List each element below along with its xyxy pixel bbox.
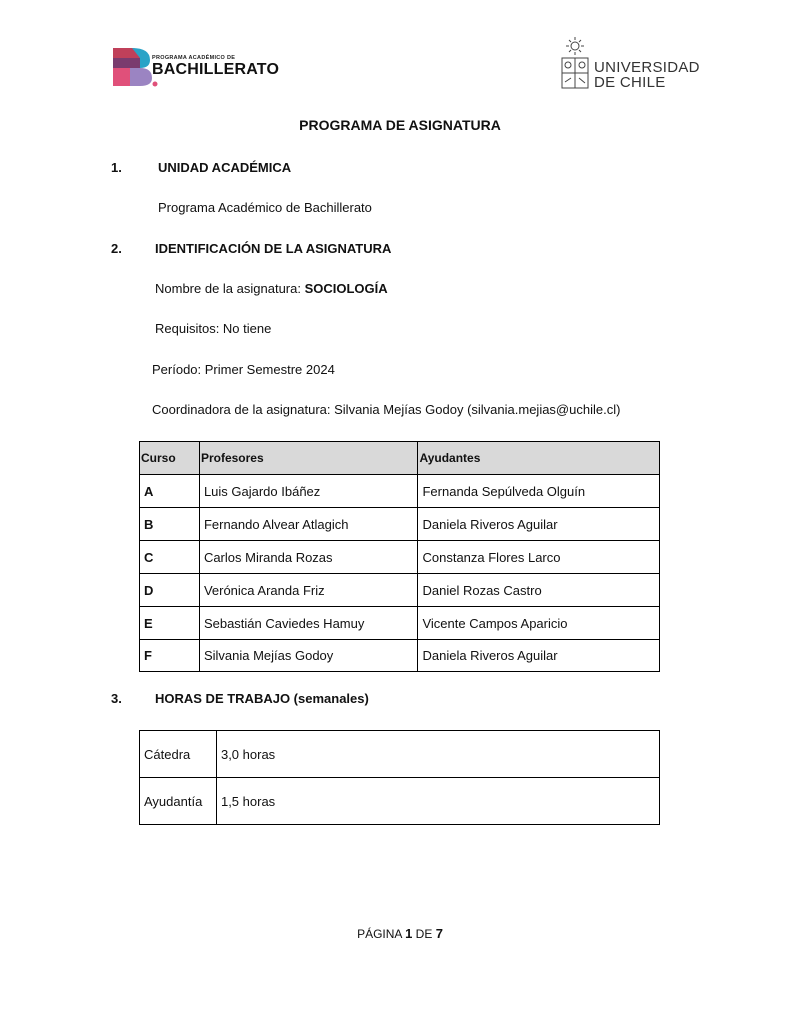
section2-number: 2.	[111, 241, 122, 256]
table-row	[140, 475, 660, 508]
curso-cell: C	[140, 541, 200, 574]
requisitos-text: Requisitos: No tiene	[155, 321, 272, 336]
bachillerato-logo-name: BACHILLERATO	[152, 61, 280, 78]
table-header-row	[140, 442, 660, 475]
section1-number: 1.	[111, 160, 122, 175]
ayudante-cell: Vicente Campos Aparicio	[418, 607, 660, 640]
table-row	[140, 731, 660, 778]
table-row	[140, 541, 660, 574]
subject-name-label: Nombre de la asignatura:	[155, 281, 305, 296]
table-row	[140, 508, 660, 541]
hours-table	[139, 730, 660, 825]
page-current: 1	[405, 926, 413, 941]
university-name	[594, 60, 700, 90]
curso-cell: F	[140, 640, 200, 672]
section2-title: IDENTIFICACIÓN DE LA ASIGNATURA	[155, 241, 392, 256]
hours-value-cell: 3,0 horas	[216, 731, 659, 778]
curso-cell: D	[140, 574, 200, 607]
header-profesores: Profesores	[199, 442, 418, 475]
profesor-cell: Silvania Mejías Godoy	[199, 640, 418, 672]
section1-text: Programa Académico de Bachillerato	[158, 200, 372, 215]
page-number	[0, 926, 800, 941]
bachillerato-logo-small-text: PROGRAMA ACADÉMICO DE	[152, 55, 236, 61]
page-total: 7	[435, 926, 443, 941]
ayudante-cell: Daniela Riveros Aguilar	[418, 508, 660, 541]
header-curso: Curso	[140, 442, 200, 475]
university-emblem-icon	[560, 36, 590, 92]
section3-number: 3.	[111, 691, 122, 706]
subject-name-value: SOCIOLOGÍA	[304, 281, 388, 296]
periodo-text: Período: Primer Semestre 2024	[152, 362, 335, 377]
coordinadora-text: Coordinadora de la asignatura: Silvania Mejías Godoy (silvania.mejias@uchile.cl)	[152, 402, 621, 417]
profesor-cell: Fernando Alvear Atlagich	[199, 508, 418, 541]
header-ayudantes: Ayudantes	[418, 442, 660, 475]
ayudante-cell: Daniela Riveros Aguilar	[418, 640, 660, 672]
page-title: PROGRAMA DE ASIGNATURA	[299, 117, 501, 133]
curso-cell: B	[140, 508, 200, 541]
hours-type-cell: Cátedra	[140, 731, 217, 778]
table-row	[140, 640, 660, 672]
table-row	[140, 778, 660, 825]
subject-name-line	[155, 281, 388, 296]
university-name-line1: UNIVERSIDAD	[594, 59, 700, 76]
profesor-cell: Verónica Aranda Friz	[199, 574, 418, 607]
table-row	[140, 607, 660, 640]
profesor-cell: Sebastián Caviedes Hamuy	[199, 607, 418, 640]
hours-value-cell: 1,5 horas	[216, 778, 659, 825]
course-table	[139, 441, 660, 672]
ayudante-cell: Constanza Flores Larco	[418, 541, 660, 574]
ayudante-cell: Daniel Rozas Castro	[418, 574, 660, 607]
ayudante-cell: Fernanda Sepúlveda Olguín	[418, 475, 660, 508]
section3-title: HORAS DE TRABAJO (semanales)	[155, 691, 369, 706]
page-label: PÁGINA	[357, 927, 402, 941]
curso-cell: A	[140, 475, 200, 508]
profesor-cell: Luis Gajardo Ibáñez	[199, 475, 418, 508]
table-row	[140, 574, 660, 607]
university-name-line2: DE CHILE	[594, 74, 666, 91]
profesor-cell: Carlos Miranda Rozas	[199, 541, 418, 574]
hours-type-cell: Ayudantía	[140, 778, 217, 825]
curso-cell: E	[140, 607, 200, 640]
page-of-label: DE	[415, 927, 433, 941]
section1-title: UNIDAD ACADÉMICA	[158, 160, 292, 175]
